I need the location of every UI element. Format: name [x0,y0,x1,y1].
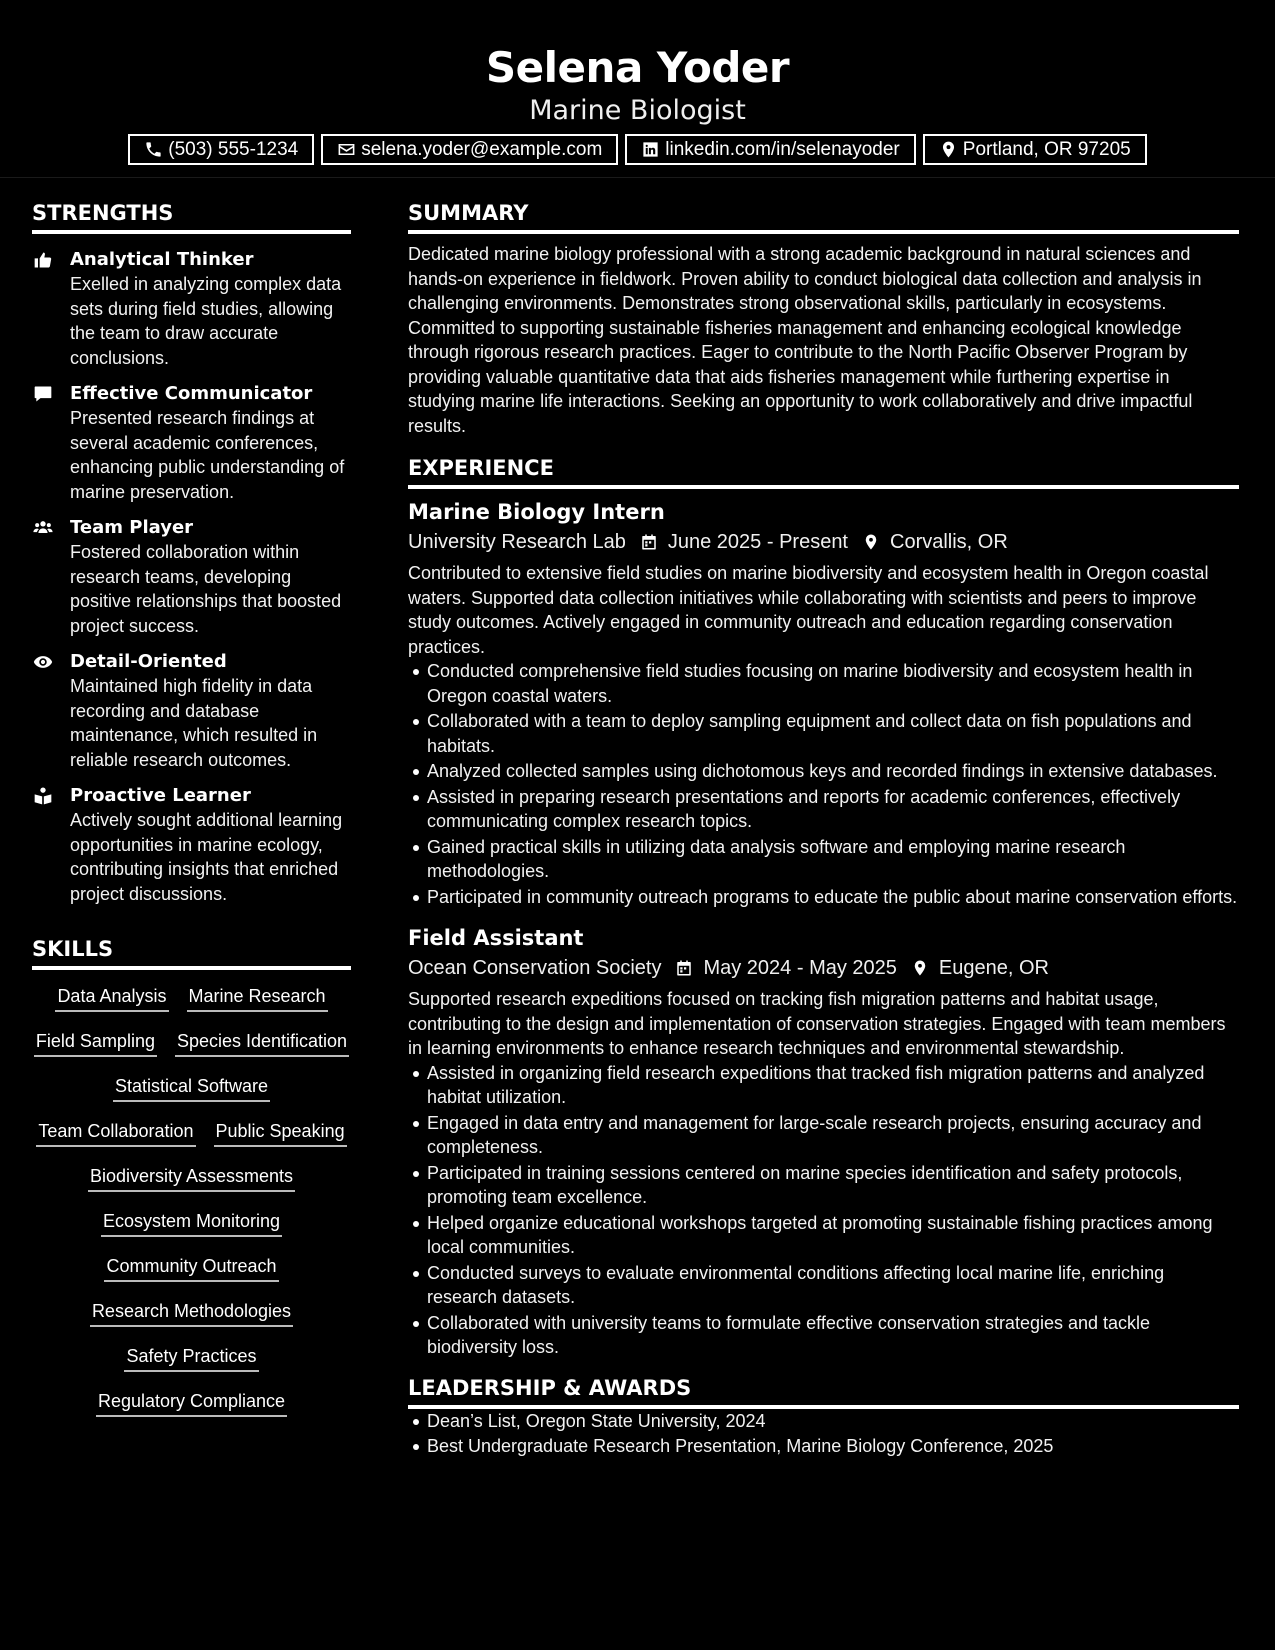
job-bullet: Assisted in organizing field research expeditions that tracked fish migration patterns and analyzed habitat utilization. [408,1061,1239,1110]
strength-title: Proactive Learner [70,785,251,806]
job-entry [408,923,1239,1360]
map-pin-icon [939,140,958,159]
strength-item [32,382,351,504]
job-location: Eugene, OR [938,957,1049,979]
skill-tag: Public Speaking [214,1119,347,1147]
strength-item [32,516,351,638]
contact-phone-text: (503) 555-1234 [168,138,299,160]
strength-description: Fostered collaboration within research teams, developing positive relationships that boosted project success. [70,542,342,636]
skill-tag: Marine Research [187,984,328,1012]
contact-email-text: selena.yoder@example.com [361,138,603,160]
skill-tag: Ecosystem Monitoring [101,1209,282,1237]
resume-header [0,0,1275,178]
calendar-icon [640,532,658,552]
awards-heading: LEADERSHIP & AWARDS [408,1375,1239,1409]
job-location: Corvallis, OR [890,531,1008,553]
candidate-title: Marine Biologist [529,95,746,126]
experience-heading: EXPERIENCE [408,455,1239,489]
award-item: Best Undergraduate Research Presentation, Marine Biology Conference, 2025 [408,1434,1239,1459]
job-bullet: Collaborated with a team to deploy sampling equipment and collect data on fish populations and habitats. [408,709,1239,758]
skill-tag: Research Methodologies [90,1299,293,1327]
skill-tag: Biodiversity Assessments [88,1164,295,1192]
job-bullet: Participated in training sessions centered on marine species identification and safety protocols, promoting team excellence. [408,1161,1239,1210]
candidate-name: Selena Yoder [485,43,790,92]
contact-linkedin[interactable] [625,134,915,165]
skill-tag: Safety Practices [124,1344,258,1372]
strength-item [32,650,351,772]
skill-tag: Regulatory Compliance [96,1389,287,1417]
skill-tag: Community Outreach [104,1254,278,1282]
contact-phone[interactable] [128,134,314,165]
summary-heading: SUMMARY [408,200,1239,234]
phone-icon [144,140,163,159]
job-meta [408,527,1239,557]
job-bullet: Conducted comprehensive field studies focusing on marine biodiversity and ecosystem health in Oregon coastal waters. [408,659,1239,708]
job-organization: University Research Lab [408,531,626,553]
skills-list [32,984,351,1417]
strength-description: Actively sought additional learning opportunities in marine ecology, contributing insights that enriched project discussions. [70,810,343,904]
job-bullet: Gained practical skills in utilizing data analysis software and employing marine research methodologies. [408,835,1239,884]
job-description: Contributed to extensive field studies on marine biodiversity and ecosystem health in Oregon coastal waters. Supported data collection initiatives while collaborating with scientists and peers to improve study outcomes. Actively engaged in community outreach and education regarding conservation practices. [408,563,1209,657]
strengths-heading: STRENGTHS [32,200,351,234]
strengths-list [32,248,351,906]
map-pin-icon [862,532,880,552]
job-organization: Ocean Conservation Society [408,957,662,979]
calendar-icon [675,958,693,978]
job-entry [408,497,1239,909]
job-bullet: Conducted surveys to evaluate environmental conditions affecting local marine life, enriching research datasets. [408,1261,1239,1310]
strength-item [32,784,351,906]
skill-tag: Statistical Software [113,1074,270,1102]
skill-tag: Team Collaboration [36,1119,195,1147]
contact-location[interactable] [923,134,1147,165]
job-bullet: Assisted in preparing research presentations and reports for academic conferences, effectively communicating complex research topics. [408,785,1239,834]
comment-icon [32,384,56,404]
envelope-icon [337,140,356,159]
job-bullets [408,659,1239,909]
contact-email[interactable] [321,134,618,165]
job-bullet: Collaborated with university teams to formulate effective conservation strategies and tackle biodiversity loss. [408,1311,1239,1360]
sidebar [32,200,351,1417]
skill-tag: Field Sampling [34,1029,157,1057]
job-bullets [408,1061,1239,1360]
job-title: Marine Biology Intern [408,500,665,524]
main-content [408,200,1239,1460]
strength-title: Detail-Oriented [70,651,227,672]
strength-description: Maintained high fidelity in data recording and database maintenance, which resulted in reliable research outcomes. [70,676,318,770]
skills-heading: SKILLS [32,936,351,970]
thumbs-up-icon [32,250,56,270]
skill-tag: Species Identification [175,1029,349,1057]
job-title: Field Assistant [408,926,584,950]
contact-linkedin-text: linkedin.com/in/selenayoder [665,138,900,160]
map-pin-icon [911,958,929,978]
summary-text: Dedicated marine biology professional with a strong academic background in natural sciences and hands-on experience in fieldwork. Proven ability to conduct biological data collection and analysis in challenging environments. Demonstrates strong observational skills, particularly in ecosystems. Committed to supporting sustainable fisheries management and enhancing ecological knowledge through rigorous research practices. Eager to contribute to the North Pacific Observer Program by providing valuable quantitative data that aids fisheries management while furthering expertise in studying marine life interactions. Seeking an opportunity to work collaboratively and drive impactful results. [408,244,1202,436]
book-reader-icon [32,786,56,806]
linkedin-icon [641,140,660,159]
contact-bar [0,134,1275,165]
award-item: Dean’s List, Oregon State University, 2024 [408,1409,1239,1434]
awards-list [408,1409,1239,1459]
users-icon [32,518,56,538]
job-bullet: Analyzed collected samples using dichotomous keys and recorded findings in extensive databases. [408,759,1239,784]
job-dates: June 2025 - Present [667,531,848,553]
job-dates: May 2024 - May 2025 [703,957,897,979]
job-description: Supported research expeditions focused on tracking fish migration patterns and habitat usage, contributing to the design and implementation of conservation strategies. Engaged with team members in learning environments to enhance research techniques and environmental stewardship. [408,989,1226,1058]
strength-description: Exelled in analyzing complex data sets during field studies, allowing the team to draw accurate conclusions. [70,274,342,368]
strength-title: Team Player [70,517,194,538]
eye-icon [32,652,56,672]
job-bullet: Helped organize educational workshops targeted at promoting sustainable fishing practices among local communities. [408,1211,1239,1260]
job-bullet: Participated in community outreach programs to educate the public about marine conservation efforts. [408,885,1239,910]
contact-location-text: Portland, OR 97205 [962,138,1131,160]
strength-title: Effective Communicator [70,383,313,404]
strength-title: Analytical Thinker [70,249,254,270]
strength-description: Presented research findings at several academic conferences, enhancing public understanding of marine preservation. [70,408,345,502]
strength-item [32,248,351,370]
skill-tag: Data Analysis [55,984,168,1012]
job-meta [408,953,1239,983]
job-bullet: Engaged in data entry and management for large-scale research projects, ensuring accuracy and completeness. [408,1111,1239,1160]
